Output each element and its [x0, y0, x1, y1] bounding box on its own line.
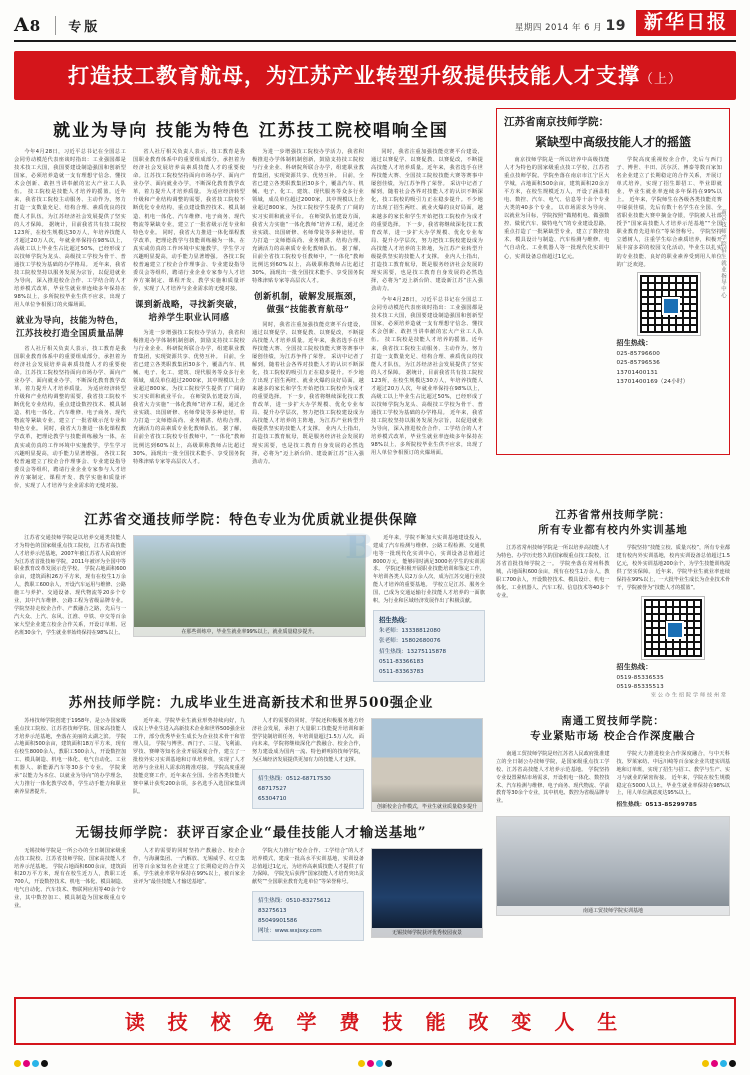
nanjing-box-wrap	[496, 108, 730, 493]
top-col-2-text-b	[133, 329, 245, 466]
paragraph: 学院大力推行“校企合作、工学结合”的人才培养模式，建成一批高水平实训基地，实训设备总值超过1亿元，为培养高素质技能人才提供了有力保障。 学院先后获得“国家技能人才培育突出贡献奖”“全国职业教育先进单位”等荣誉称号。	[252, 847, 364, 886]
wuxi-col-3	[252, 848, 364, 942]
nantong-photo-caption: 南通工贸技师学院实训基地	[497, 906, 729, 915]
top-col-1-text	[14, 148, 126, 309]
paper-logo: 新华日报	[636, 10, 736, 36]
color-dot	[32, 1060, 39, 1067]
suzhou-contact-3: 65304710	[258, 796, 287, 803]
wuxi-contact-1: 招生热线：0510-83275612	[258, 898, 331, 905]
wuxi-body	[14, 848, 488, 942]
nanjing-box	[496, 108, 730, 455]
color-dot	[702, 1060, 709, 1067]
date-text: 2014 年 6 月	[545, 23, 603, 33]
nanjing-phone-1: 025-85796600	[616, 350, 661, 357]
suzhou-col-3	[252, 718, 364, 812]
suzhou-photo-wrap	[371, 718, 483, 812]
changzhou-title-line1: 江苏省常州技师学院：	[555, 508, 671, 521]
jiaotong-right-col	[373, 535, 485, 682]
nantong-title-line2: 专业紧贴市场 校企合作深度融合	[530, 729, 696, 742]
wuxi-col-3-text	[252, 848, 364, 887]
issue-date	[515, 18, 626, 36]
paragraph-extra: 今年4月28日，习近平总书记在全国总工会同劳动模范代表座谈时指出：工业强国都是技术技工大国，我国要建设制造强国和创新型国家，必须培养造就一支有理想守信念、懂技术会创新、敢担当讲奉献的宏大产业工人队伍。 技工院校是技能人才培养的摇篮。近年来，我省技工院校主动服务、主动作为，努力打造一支数量充足、结构合理、素质优良的技能人才队伍，为江苏经济社会发展提供了坚实的人才保障。 据统计，目前我省共有技工院校123所，在校生规模达30万人，年培养技能人才超过20万人次，年就业率保持在98%以上，高级工以上毕业生占比超过50%，已经形成了以技师学院为龙头、高级技工学校为骨干、普通技工学校为基础的办学格局。 近年来，我省技工院校坚持以服务发展为宗旨，以促进就业为导向，深入推进校企合作、工学结合的人才培养模式改革，毕业生就业率连续多年保持在98%以上，多所院校毕业生供不应求，出现了用人单位争相预订的火爆场面。	[371, 297, 483, 457]
suzhou-photo	[371, 718, 483, 812]
top-area	[14, 108, 736, 493]
top-story-title: 就业为导向 技能为特色 江苏技工院校唱响全国	[53, 121, 449, 141]
qr-code-icon	[638, 273, 700, 335]
nantong-photo	[496, 816, 730, 916]
suzhou-title: 苏州技师学院：九成毕业生进高新技术和世界500强企业	[68, 694, 434, 711]
color-dot	[711, 1060, 718, 1067]
nanjing-title-line2: 紧缺型中高级技能人才的摇篮	[534, 134, 691, 149]
paragraph: 省人社厅相关负责人表示，技工教育是我国职业教育体系中的重要组成部分，承担着为经济社会发展培养高素质技能人才的重要使命。江苏技工院校坚持面向市场办学、面向产业办学、面向就业办学，不断深化教育教学改革，着力提升人才培养质量。 为适应经济转型升级和产业结构调整的需要，我省技工院校不断优化专业结构，重点建设数控技术、模具制造、机电一体化、汽车维修、电子商务、现代物流等紧缺专业，建立了一批省级示范专业和特色专业。 同时，我省大力推进一体化课程教学改革，把理论教学与技能训练融为一体，在真实或仿真的工作环境中实施教学，学生学习兴趣明显提高，动手能力显著增强。 各技工院校普遍建立了校企合作理事会、专业建设指导委员会等组织，聘请行业企业专家参与人才培养方案制定、课程开发、教学实施和质量评价，实现了人才培养与企业需求的无缝对接。	[14, 345, 126, 489]
color-dot	[367, 1060, 374, 1067]
paragraph: 南通工贸技师学院是经江苏省人民政府批准建立的全日制公办技师学院，是国家级重点技工学校、江苏省高技能人才培养示范基地。 学院坚持专业设置紧贴市场需求，开设机电一体化、数控技术、汽车检测与维修、电子商务、现代物流、学前教育等30余个专业，其中机电、数控为省级品牌专业。	[496, 750, 610, 805]
subhead-3: 创新机制，破解发展瓶颈， 做强“技能教育航母”	[253, 292, 362, 315]
jiaotong-contact-3: 招生热线：13275115878	[379, 648, 447, 655]
suzhou-col-1	[14, 718, 126, 812]
top-col-4-text	[371, 148, 483, 457]
color-dot	[41, 1060, 48, 1067]
paragraph: 学院大力推进校企合作深度融合，与中天科技、罗莱家纺、中远川崎等百余家企业共建实训基地和订单班，实现了招生与招工、教学与生产、实习与就业的紧密衔接。 近年来，学院在校生规模稳定在5000人以上，毕业生就业率保持在98%以上，用人单位满意度达95%以上。	[616, 750, 730, 797]
suzhou-col-3-text	[252, 718, 364, 765]
top-story-columns	[14, 148, 488, 493]
nanjing-contacts	[617, 338, 723, 388]
top-column-2	[133, 148, 245, 493]
mid-right	[496, 499, 730, 942]
top-col-3-text	[252, 148, 364, 285]
paragraph: 学院坚持“技能立校、质量兴校”，所有专业都建有校内外实训基地，校内实训设备总值超过1.5亿元，校外实训基地200余个，为学生技能训练提供了坚实保障。 近年来，学院毕业生就业率连续保持在99%以上，一大批毕业生成长为企业技术骨干，学院被誉为“技能人才的摇篮”。	[616, 545, 730, 591]
color-group-right	[702, 1060, 736, 1067]
changzhou-contacts	[617, 662, 731, 693]
paragraph: 江苏省常州技师学院是一所以培养高技能人才为特色、办学历史悠久的国家级重点技工院校，江苏省首批技师学院之一。 学院坐落在常州科教城，占地面积600余亩，现有在校生1万余人，教职工700余人，开设数控技术、模具设计、机电一体化、工业机器人、汽车工程、信息技术等40多个专业。	[496, 545, 610, 599]
section-label: 专版	[55, 16, 100, 35]
nanjing-title-line1: 江苏省南京技师学院：	[504, 116, 609, 128]
nantong-title-line1: 南通工贸技师学院：	[561, 714, 665, 727]
nantong-col-1	[496, 751, 610, 811]
wuxi-contact-4: 网址：www.wxjsxy.com	[258, 928, 322, 935]
jiaotong-contact-1: 朱老师：13338812080	[379, 628, 441, 635]
wuxi-photo	[371, 848, 483, 938]
jiaotong-contact-4: 0511-83366183	[379, 658, 424, 665]
wuxi-col-2	[133, 848, 245, 942]
wuxi-photo-wrap	[371, 848, 483, 942]
color-dot	[729, 1060, 736, 1067]
banner-headline: 打造技工教育航母，为江苏产业转型升级提供技能人才支撑	[67, 63, 640, 88]
paragraph: 同时，我省注重加强技能竞赛平台建设，通过以赛促学、以赛促教、以赛促改，不断提高技能人才培养质量。近年来，我省选手在世界技能大赛、全国技工院校技能大赛等赛事中屡创佳绩，为江苏争得了荣誉。 采访中记者了解到，随着社会各界对技能人才的认识不断深化，技工院校的吸引力正在稳步提升。不少地方出现了招生两旺、就业火爆的良好局面，越来越多的家长和学生开始把技工院校作为成才的重要选择。 下一步，我省将继续深化技工教育改革，进一步扩大办学规模、优化专业布局、提升办学层次，努力把技工院校建设成为高技能人才培养的主阵地，为江苏产业转型升级提供坚实的技能人才支撑。 业内人士指出，打造技工教育航母，既是服务经济社会发展的现实需要，也是技工教育自身发展的必然选择，必将为“迈上新台阶、建设新江苏”注入强劲动力。	[371, 149, 483, 293]
top-column-3	[252, 148, 364, 493]
jiaotong-contact-title: 招生热线：	[379, 615, 411, 624]
banner-suffix: （上）	[639, 72, 682, 87]
nanjing-phone-2: 025-85796536	[616, 360, 661, 367]
masthead-right	[515, 10, 736, 36]
suzhou-contacts	[252, 769, 364, 809]
registration-color-bar	[14, 1060, 736, 1067]
jiaotong-photo-caption: 在那些训练中，毕业生就业率99%以上，就业质量稳步提升。	[134, 627, 365, 636]
nanjing-phone-3: 13701400131	[616, 369, 658, 376]
weekday: 星期四	[514, 23, 542, 33]
suzhou-body	[14, 718, 488, 812]
suzhou-photo-caption: 创新校企合作模式，毕业生就业质量稳步提升	[372, 802, 482, 811]
color-dot	[376, 1060, 383, 1067]
main-banner	[14, 51, 736, 100]
nanjing-col-1	[504, 156, 610, 388]
jiaotong-contact-5: 0511-83363783	[379, 668, 424, 675]
paragraph: 南京技师学院是一所以培养中高级技能人才为特色的国家级重点技工学校，江苏省重点技师学院。学院坐落在南京市江宁区大学城，占地面积500余亩，建筑面积20余万平方米，在校生规模近万人，开设了涵盖机电、数控、汽车、电气、信息等十余个专业大类的40多个专业。 以市场需求为导向、以就业为目标，学院按照“做精机电、做强数控、做优汽车、做特电气”的专业建设思路，重点打造了一批紧缺型专业，建立了数控技术、模具设计与制造、汽车检测与维修、电气自动化、工业机器人等一批现代化实训中心，实训设备总值超过1亿元。	[504, 156, 610, 260]
top-column-4	[371, 148, 483, 493]
paragraph: 为进一步增强技工院校办学活力，我省积极推进办学体制机制创新，鼓励支持技工院校与行业企业、科研院所联合办学，组建职业教育集团，实现资源共享、优势互补。 目前，全省已建立各类职教集团30多个，覆盖汽车、机械、电子、化工、建筑、现代服务等众多行业领域，成员单位超过2000家，其中规模以上企业超过800家，为技工院校学生提供了广阔的实习实训和就业平台。 在师资队伍建设方面，我省大力实施“一体化教师”培养工程，通过企业实践、出国研修、名师带徒等多种途径，着力打造一支师德高尚、业务精湛、结构合理、充满活力的高素质专业化教师队伍。 据了解，目前全省技工院校专任教师中，“一体化”教师比例达到60%以上，高级职称教师占比超过30%，涌现出一批全国技术能手、享受国务院特殊津贴专家等高层次人才。	[133, 329, 245, 465]
paragraph: 近年来，学院不断加大实训基地建设投入，建成了汽车检测与维修、公路工程检测、交通机电等一批现代化实训中心，实训设备总值超过8000万元，能够同时满足3000名学生的实训需求。 学院还积极开展职业技能培训和鉴定工作，年培训各类人员2万余人次，成为江苏交通行业技能人才培养的重要基地。 学校立足江苏、服务全国，已成为交通运输行业技能人才培养的一面旗帜，为行业和区域经济发展作出了积极贡献。	[373, 534, 485, 604]
paragraph: 省人社厅相关负责人表示，技工教育是我国职业教育体系中的重要组成部分，承担着为经济社会发展培养高素质技能人才的重要使命。江苏技工院校坚持面向市场办学、面向产业办学、面向就业办学，不断深化教育教学改革，着力提升人才培养质量。 为适应经济转型升级和产业结构调整的需要，我省技工院校不断优化专业结构，重点建设数控技术、模具制造、机电一体化、汽车维修、电子商务、现代物流等紧缺专业，建立了一批省级示范专业和特色专业。 同时，我省大力推进一体化课程教学改革，把理论教学与技能训练融为一体，在真实或仿真的工作环境中实施教学，学生学习兴趣明显提高，动手能力显著增强。 各技工院校普遍建立了校企合作理事会、专业建设指导委员会等组织，聘请行业企业专家参与人才培养方案制定、课程开发、教学实施和质量评价，实现了人才培养与企业需求的无缝对接。	[133, 149, 245, 293]
wuxi-title: 无锡技师学院：获评百家企业“最佳技能人才输送基地”	[75, 824, 427, 841]
wuxi-contact-2: 83275613	[258, 908, 287, 915]
jiaotong-title: 江苏省交通技师学院：特色专业为优质就业提供保障	[84, 511, 418, 528]
nantong-contact-1: 招生热线：0513-85299785	[616, 802, 698, 809]
paragraph: 人才的需要的同时，学院还积极服务地方经济社会发展，承担了大量职工技能提升培训和新型学徒制培训任务，年培训量超过1.5万人次。 面向未来，学院将继续深化产教融合、校企合作，努力建设成为国内一流、特色鲜明的技师学院，为区域经济发展提供更加有力的技能人才支撑。	[252, 717, 364, 764]
nanjing-title	[504, 115, 722, 151]
jiaotong-contacts	[373, 610, 485, 682]
top-col-3-text-b	[252, 321, 364, 466]
jiaotong-photo-wrap	[133, 535, 366, 682]
changzhou-qr-icon	[642, 597, 704, 659]
nantong-contacts	[617, 801, 731, 811]
page-digit: 8	[29, 17, 42, 35]
jiaotong-contact-2: 张老师：15802680076	[379, 638, 441, 645]
masthead-left	[14, 14, 100, 36]
color-dot	[720, 1060, 727, 1067]
changzhou-contact-2: 0519-85335513	[616, 684, 664, 691]
paragraph: 苏州技师学院创建于1958年，是公办国家级重点技工院校、江苏省技师学院、国家高技能人才培养示范基地，坐落在美丽的太湖之滨。 学院占地面积500余亩，建筑面积18万平方米，现有在校生8000余人，教职工500余人，开设数控加工、模具制造、机电一体化、电气自动化、工业机器人、新能源汽车等30多个专业。 学院秉承“以能力为本位、以就业为导向”的办学理念，大力推行一体化教学改革，学生动手能力和职业素养显著提升。	[14, 717, 126, 795]
nanjing-contact-title: 招生热线：	[616, 338, 653, 347]
subhead-1: 就业为导向，技能为特色， 江苏技校打造全国质量品牌	[15, 316, 124, 339]
nantong-col-2	[617, 751, 731, 811]
suzhou-col-2	[133, 718, 245, 812]
color-dot	[358, 1060, 365, 1067]
jiaotong-right-text	[373, 535, 485, 606]
changzhou-contact-title: 招生热线：	[616, 662, 653, 671]
jiaotong-left-text	[14, 535, 126, 682]
color-dot	[14, 1060, 21, 1067]
wuxi-col-1	[14, 848, 126, 942]
mid-left	[14, 499, 488, 942]
color-dot	[385, 1060, 392, 1067]
changzhou-col-2-text	[617, 545, 731, 592]
changzhou-body	[496, 545, 730, 692]
jiaotong-photo	[133, 535, 366, 637]
page-number	[14, 14, 41, 36]
top-story	[14, 108, 488, 493]
color-dot	[23, 1060, 30, 1067]
nantong-body	[496, 751, 730, 811]
paragraph: 无锡技师学院是一所公办的全日制国家级重点技工院校、江苏省技师学院、国家高技能人才培养示范基地。 学院占地面积600余亩，建筑面积20万平方米，现有在校生近万人，教职工近700人，开设数控技术、机电一体化、模具制造、电气自动化、汽车技术、物联网应用等40余个专业，其中数控加工、模具制造为国家级重点专业。	[14, 847, 126, 909]
nantong-title	[496, 714, 730, 744]
suzhou-contact-1: 招生热线：0512-68717530	[258, 776, 331, 783]
changzhou-contact-1: 0519-85336535	[616, 674, 664, 681]
paragraph: 为进一步增强技工院校办学活力，我省积极推进办学体制机制创新，鼓励支持技工院校与行业企业、科研院所联合办学，组建职业教育集团，实现资源共享、优势互补。 目前，全省已建立各类职教集团30多个，覆盖汽车、机械、电子、化工、建筑、现代服务等众多行业领域，成员单位超过2000家，其中规模以上企业超过800家，为技工院校学生提供了广阔的实习实训和就业平台。 在师资队伍建设方面，我省大力实施“一体化教师”培养工程，通过企业实践、出国研修、名师带徒等多种途径，着力打造一支师德高尚、业务精湛、结构合理、充满活力的高素质专业化教师队伍。 据了解，目前全省技工院校专任教师中，“一体化”教师比例达到60%以上，高级职称教师占比超过30%，涌现出一批全国技术能手、享受国务院特殊津贴专家等高层次人才。	[252, 149, 364, 284]
paragraph: 江苏省交通技师学院是以培养交通类技能人才为特色的国家级重点技工院校，江苏省高技能人才培养示范基地，2007年被江苏省人民政府评为江苏省首批技师学院，2011年被评为全国中等职业教育改革发展示范学校。 学院占地面积600余亩，建筑面积26万平方米，现有在校生1万余人，教职工600余人，开设汽车运用与维修、公路施工与养护、交通设备、现代物流等20多个专业，其中汽车维修、公路工程为省级品牌专业。 学院坚持走校企合作、产教融合之路，先后与一汽大众、上汽、东风、江淮、中铁、中交等百余家大型企业建立校企合作关系，开设订单班、冠名班30余个，学生就业率始终保持在98%以上。	[14, 534, 126, 636]
wuxi-photo-caption: 无锡技师学院获评优秀校园夜景	[372, 928, 482, 937]
masthead	[14, 0, 736, 42]
middle-area	[14, 499, 736, 942]
paragraph: 人才的需要的同时坚持产教融合、校企合作，与海澜集团、一汽解放、无锡威孚、红豆集团等百余家知名企业建立了长期稳定的合作关系，学生就业率常年保持在99%以上，被百家企业评为“最佳技能人才输送基地”。	[133, 847, 245, 886]
paragraph: 今年4月28日，习近平总书记在全国总工会同劳动模范代表座谈时指出：工业强国都是技术技工大国，我国要建设制造强国和创新型国家，必须培养造就一支有理想守信念、懂技术会创新、敢担当讲奉献的宏大产业工人队伍。 技工院校是技能人才培养的摇篮。近年来，我省技工院校主动服务、主动作为，努力打造一支数量充足、结构合理、素质优良的技能人才队伍，为江苏经济社会发展提供了坚实的人才保障。 据统计，目前我省共有技工院校123所，在校生规模达30万人，年培养技能人才超过20万人次，年就业率保持在98%以上，高级工以上毕业生占比超过50%，已经形成了以技师学院为龙头、高级技工学校为骨干、普通技工学校为基础的办学格局。 近年来，我省技工院校坚持以服务发展为宗旨，以促进就业为导向，深入推进校企合作、工学结合的人才培养模式改革，毕业生就业率连续多年保持在98%以上，多所院校毕业生供不应求，出现了用人单位争相预订的火爆场面。	[14, 149, 126, 309]
top-col-1-text-b	[14, 345, 126, 490]
nanjing-columns	[504, 156, 722, 388]
top-column-1	[14, 148, 126, 493]
changzhou-title	[496, 508, 730, 538]
wuxi-contacts	[252, 891, 364, 941]
top-col-2-text	[133, 148, 245, 293]
jiaotong-body	[14, 535, 488, 682]
changzhou-title-line2: 所有专业都有校内外实训基地	[538, 524, 688, 537]
color-group-center	[358, 1060, 392, 1067]
color-group-left	[14, 1060, 48, 1067]
changzhou-col-1	[496, 545, 610, 692]
page-letter: A	[14, 14, 30, 36]
nanjing-phone-4: 13701400169（24小时）	[616, 379, 689, 386]
day-number: 19	[605, 18, 626, 34]
bottom-banner: 读 技 校 免 学 费 技 能 改 变 人 生	[14, 997, 736, 1045]
suzhou-contact-2: 68717527	[258, 786, 287, 793]
paragraph: 同时，我省注重加强技能竞赛平台建设，通过以赛促学、以赛促教、以赛促改，不断提高技能人才培养质量。近年来，我省选手在世界技能大赛、全国技工院校技能大赛等赛事中屡创佳绩，为江苏争得了荣誉。 采访中记者了解到，随着社会各界对技能人才的认识不断深化，技工院校的吸引力正在稳步提升。不少地方出现了招生两旺、就业火爆的良好局面，越来越多的家长和学生开始把技工院校作为成才的重要选择。 下一步，我省将继续深化技工教育改革，进一步扩大办学规模、优化专业布局、提升办学层次，努力把技工院校建设成为高技能人才培养的主阵地，为江苏产业转型升级提供坚实的技能人才支撑。 业内人士指出，打造技工教育航母，既是服务经济社会发展的现实需要，也是技工教育自身发展的必然选择，必将为“迈上新台阶、建设新江苏”注入强劲动力。	[252, 321, 364, 465]
wuxi-contact-3: 85049901586	[258, 918, 298, 925]
subhead-2: 课到新战略，寻找新突破， 培养学生职业认同感	[134, 300, 243, 323]
changzhou-vertical-label: 常州技师学院招生办公室	[650, 692, 726, 699]
changzhou-col-2	[617, 545, 731, 692]
paragraph: 学院高度重视校企合作，先后与西门子、博世、丰田、沃尔沃、博泰等数百家知名企业建立了长期稳定的合作关系，开展订单式培养，实现了招生即招工、毕业即就业，毕业生就业率连续多年保持在99%以上。 近年来，学院师生在各级各类技能竞赛中屡获佳绩，先后有数十名学生在全国、全省职业技能大赛中摘金夺银，学院被人社部授予“国家高技能人才培养示范基地”“全国职业教育先进单位”等荣誉称号。 学院坚持立德树人，注重学生综合素质培养，积极开展丰富多彩的校园文化活动，毕业生以扎实的专业技能、良好的职业素养受到用人单位的广泛欢迎。	[616, 156, 722, 268]
paragraph: 近年来，学院毕业生就业形势持续向好，九成以上毕业生进入高新技术企业和世界500强企业工作，部分优秀毕业生成长为企业技术骨干和管理人员。 学院与博世、西门子、三星、飞利浦、罗技、赛峰等知名企业开展深度合作，建立了一批校外实习实训基地和订单培养班，实现了人才培养与企业用人需求的精准对接。 学院高度重视技能竞赛工作，近年来在全国、全省各类技能大赛中累计获奖200余项，多名选手入选国家集训队。	[133, 717, 245, 795]
nanjing-col-2	[617, 156, 723, 388]
nanjing-vertical-label: 南京技师学院招生就业指导中心	[720, 209, 726, 299]
